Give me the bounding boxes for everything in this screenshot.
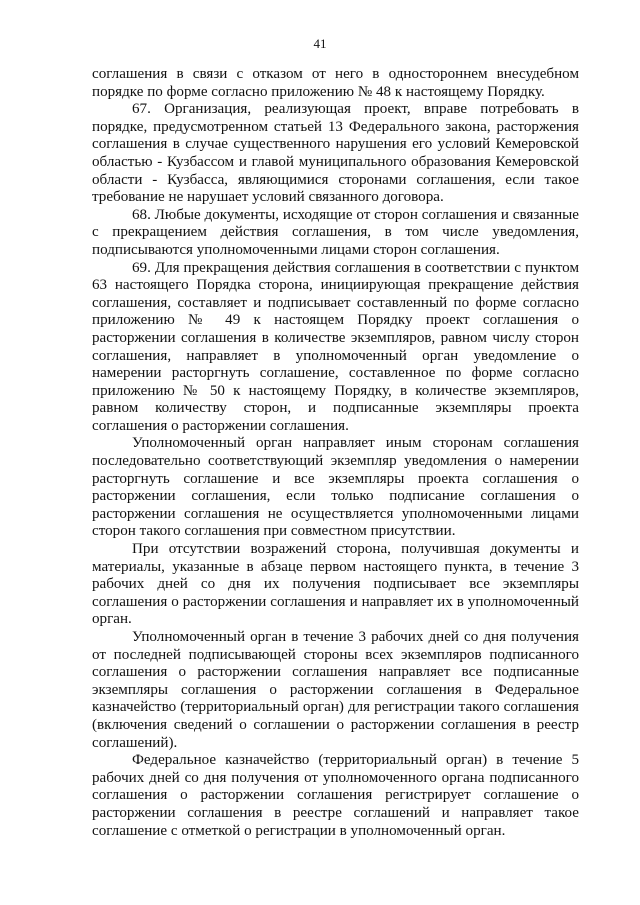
paragraph-69: 69. Для прекращения действия соглашения в соответствии с пунктом 63 настоящего Порядка сторона, инициирующая прекращение действия соглашения, составляет и подписывает составленный по форме согласно приложению № 49 к настоящем Порядку проект соглашения о расторжении соглашения в количестве экземпляров, равном числу сторон соглашения, направляет в уполномоченный орган уведомление о намерении расторгнуть соглашение, составленное по форме согласно приложению № 50 к настоящему Порядку, в количестве экземпляров, равном количеству сторон, и подписанные экземпляры проекта соглашения о расторжении соглашения.: [92, 259, 579, 434]
paragraph-continued: соглашения в связи с отказом от него в одностороннем внесудебном порядке по форме согласно приложению № 48 к настоящему Порядку.: [92, 66, 579, 100]
paragraph-69-treasury-submission: Уполномоченный орган в течение 3 рабочих дней со дня получения от последней подписывающей стороны всех экземпляров подписанного соглашения о расторжении соглашения направляет все подписанные экземпляры соглашения о расторжении соглашения в Федеральное казначейство (территориальный орган) для регистрации такого соглашения (включения сведений о соглашении о расторжении соглашения в реестр соглашений).: [92, 629, 579, 751]
page-number: 41: [313, 36, 327, 51]
paragraph-69-no-objections: При отсутствии возражений сторона, получившая документы и материалы, указанные в абзаце первом настоящего пункта, в течение 3 рабочих дней со дня их получения подписывает все экземпляры соглашения о расторжении соглашения и направляет их в уполномоченный орган.: [92, 541, 579, 628]
paragraph-67: 67. Организация, реализующая проект, вправе потребовать в порядке, предусмотренном статьей 13 Федерального закона, расторжения соглашения в случае существенного нарушения его условий Кемеровской областью - Кузбассом и главой муниципального образования Кемеровской области - Кузбасса, являющимися сторонами соглашения, если такое требование не нарушает условий связанного договора.: [92, 101, 579, 206]
paragraph-69-registration: Федеральное казначейство (территориальный орган) в течение 5 рабочих дней со дня получения от уполномоченного органа подписанного соглашения о расторжении соглашения регистрирует соглашение о расторжении соглашения в реестре соглашений и направляет такое соглашение с отметкой о регистрации в уполномоченный орган.: [92, 752, 579, 839]
document-body: [92, 66, 579, 840]
paragraph-69-notification: Уполномоченный орган направляет иным сторонам соглашения последовательно соответствующий экземпляр уведомления о намерении расторгнуть соглашение и все экземпляры проекта соглашения о расторжении соглашения, если только подписание соглашения о расторжении соглашения не осуществляется уполномоченными лицами сторон такого соглашения при совместном присутствии.: [92, 435, 579, 540]
paragraph-68: 68. Любые документы, исходящие от сторон соглашения и связанные с прекращением действия соглашения, в том числе уведомления, подписываются уполномоченными лицами сторон соглашения.: [92, 206, 579, 258]
